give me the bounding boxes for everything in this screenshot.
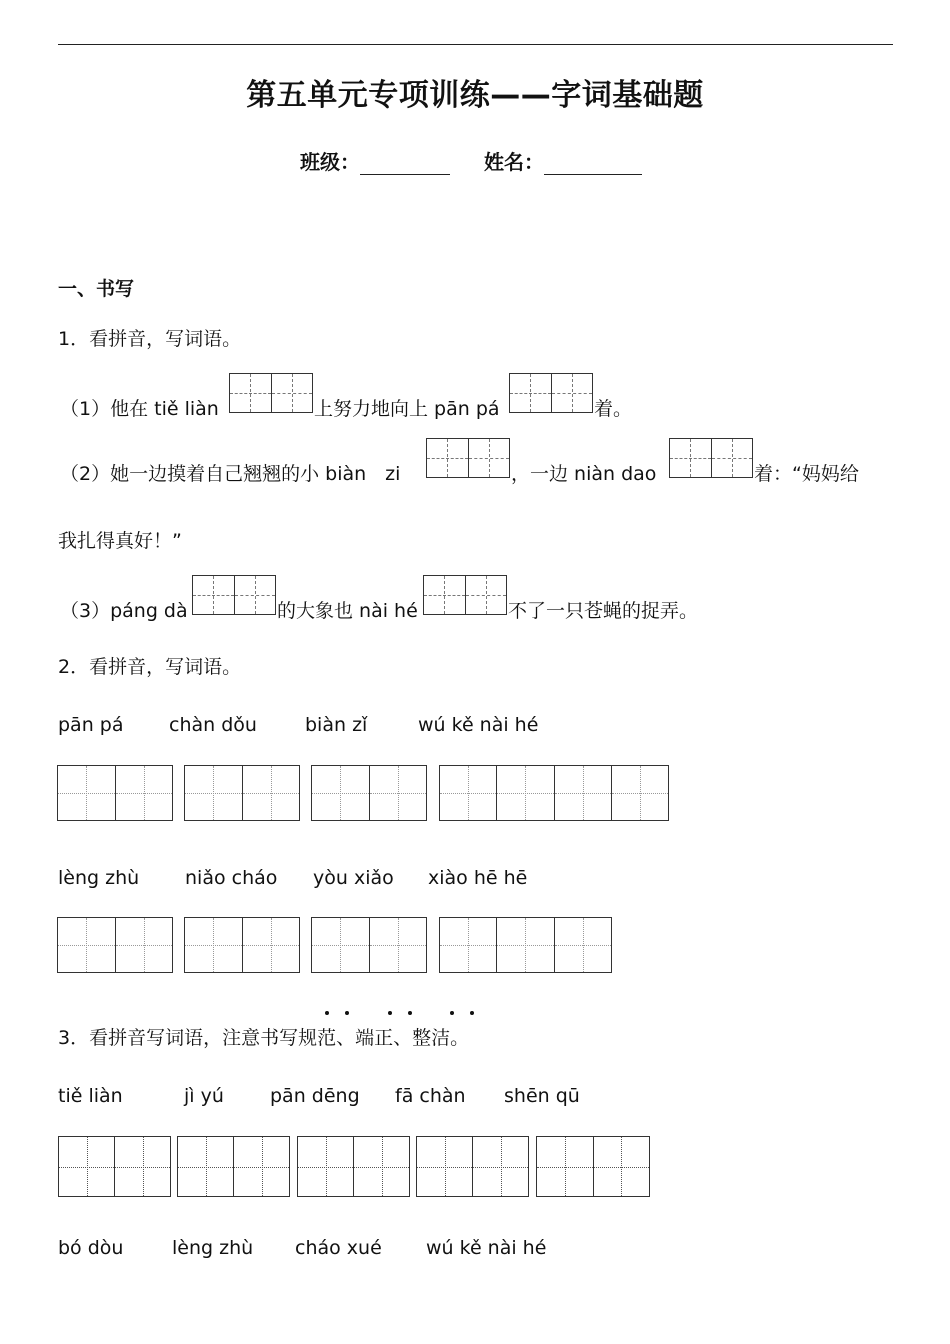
pinyin-label: lèng zhù (172, 1237, 254, 1259)
writing-grid[interactable] (184, 765, 300, 821)
pinyin-label: niǎo cháo (185, 867, 278, 889)
q1-s1-part-c: 着。 (594, 398, 633, 420)
writing-grid[interactable] (536, 1136, 650, 1197)
answer-box-pangda[interactable] (192, 575, 276, 615)
q1-s3-part-c: 不了一只苍蝇的捉弄。 (508, 600, 699, 622)
writing-grid[interactable] (439, 765, 669, 821)
writing-grid[interactable] (416, 1136, 529, 1197)
q1-s3-part-b: 的大象也 nài hé (277, 600, 418, 622)
q1-s2-part-d: 我扎得真好！” (58, 530, 182, 552)
pinyin-label: pān pá (58, 714, 124, 736)
class-field (300, 146, 450, 175)
q1-s1-part-b: 上努力地向上 pān pá (314, 398, 500, 420)
page-title: 第五单元专项训练——字词基础题 (246, 78, 704, 113)
class-label: 班级： (300, 150, 360, 174)
q1-s1-part-a: （1）他在 tiě liàn (60, 398, 219, 420)
emphasis-dot (470, 1011, 474, 1015)
emphasis-dot (388, 1011, 392, 1015)
q1-s2-part-c: 着：“妈妈给 (754, 463, 859, 485)
q1-s2-part-b: ，一边 niàn dao (511, 463, 657, 485)
name-label: 姓名： (484, 150, 544, 174)
writing-grid[interactable] (177, 1136, 290, 1197)
top-rule (58, 44, 893, 45)
writing-grid[interactable] (311, 765, 427, 821)
class-blank[interactable] (360, 152, 450, 175)
section-heading: 一、书写 (58, 278, 135, 300)
writing-grid[interactable] (57, 917, 173, 973)
pinyin-label: pān dēng (270, 1085, 360, 1107)
question-1-prompt: 1．看拼音，写词语。 (58, 328, 242, 350)
answer-box-panpa[interactable] (509, 373, 593, 413)
q1-s2-part-a: （2）她一边摸着自己翘翘的小 biàn zi (60, 463, 401, 485)
emphasis-dot (450, 1011, 454, 1015)
emphasis-dot (345, 1011, 349, 1015)
answer-box-bianzi[interactable] (426, 438, 510, 478)
answer-box-tielian[interactable] (229, 373, 313, 413)
pinyin-label: fā chàn (395, 1085, 466, 1107)
pinyin-label: shēn qū (504, 1085, 580, 1107)
name-field (484, 146, 642, 175)
writing-grid[interactable] (58, 1136, 171, 1197)
writing-grid[interactable] (439, 917, 612, 973)
writing-grid[interactable] (297, 1136, 410, 1197)
pinyin-label: chàn dǒu (169, 714, 257, 736)
emphasis-dot (408, 1011, 412, 1015)
pinyin-label: jì yú (184, 1085, 224, 1107)
pinyin-label: bó dòu (58, 1237, 124, 1259)
writing-grid[interactable] (57, 765, 173, 821)
pinyin-label: wú kě nài hé (418, 714, 539, 736)
pinyin-label: biàn zǐ (305, 714, 368, 736)
question-3-prompt: 3．看拼音写词语，注意书写规范、端正、整洁。 (58, 1027, 470, 1049)
pinyin-label: wú kě nài hé (426, 1237, 547, 1259)
answer-box-naihe[interactable] (423, 575, 507, 615)
pinyin-label: tiě liàn (58, 1085, 123, 1107)
pinyin-label: yòu xiǎo (313, 867, 394, 889)
emphasis-dot (325, 1011, 329, 1015)
name-blank[interactable] (544, 152, 642, 175)
answer-box-niandao[interactable] (669, 438, 753, 478)
q1-s3-part-a: （3）páng dà (60, 600, 188, 622)
writing-grid[interactable] (311, 917, 427, 973)
pinyin-label: lèng zhù (58, 867, 140, 889)
pinyin-label: cháo xué (295, 1237, 382, 1259)
pinyin-label: xiào hē hē (428, 867, 528, 889)
writing-grid[interactable] (184, 917, 300, 973)
question-2-prompt: 2．看拼音，写词语。 (58, 656, 242, 678)
